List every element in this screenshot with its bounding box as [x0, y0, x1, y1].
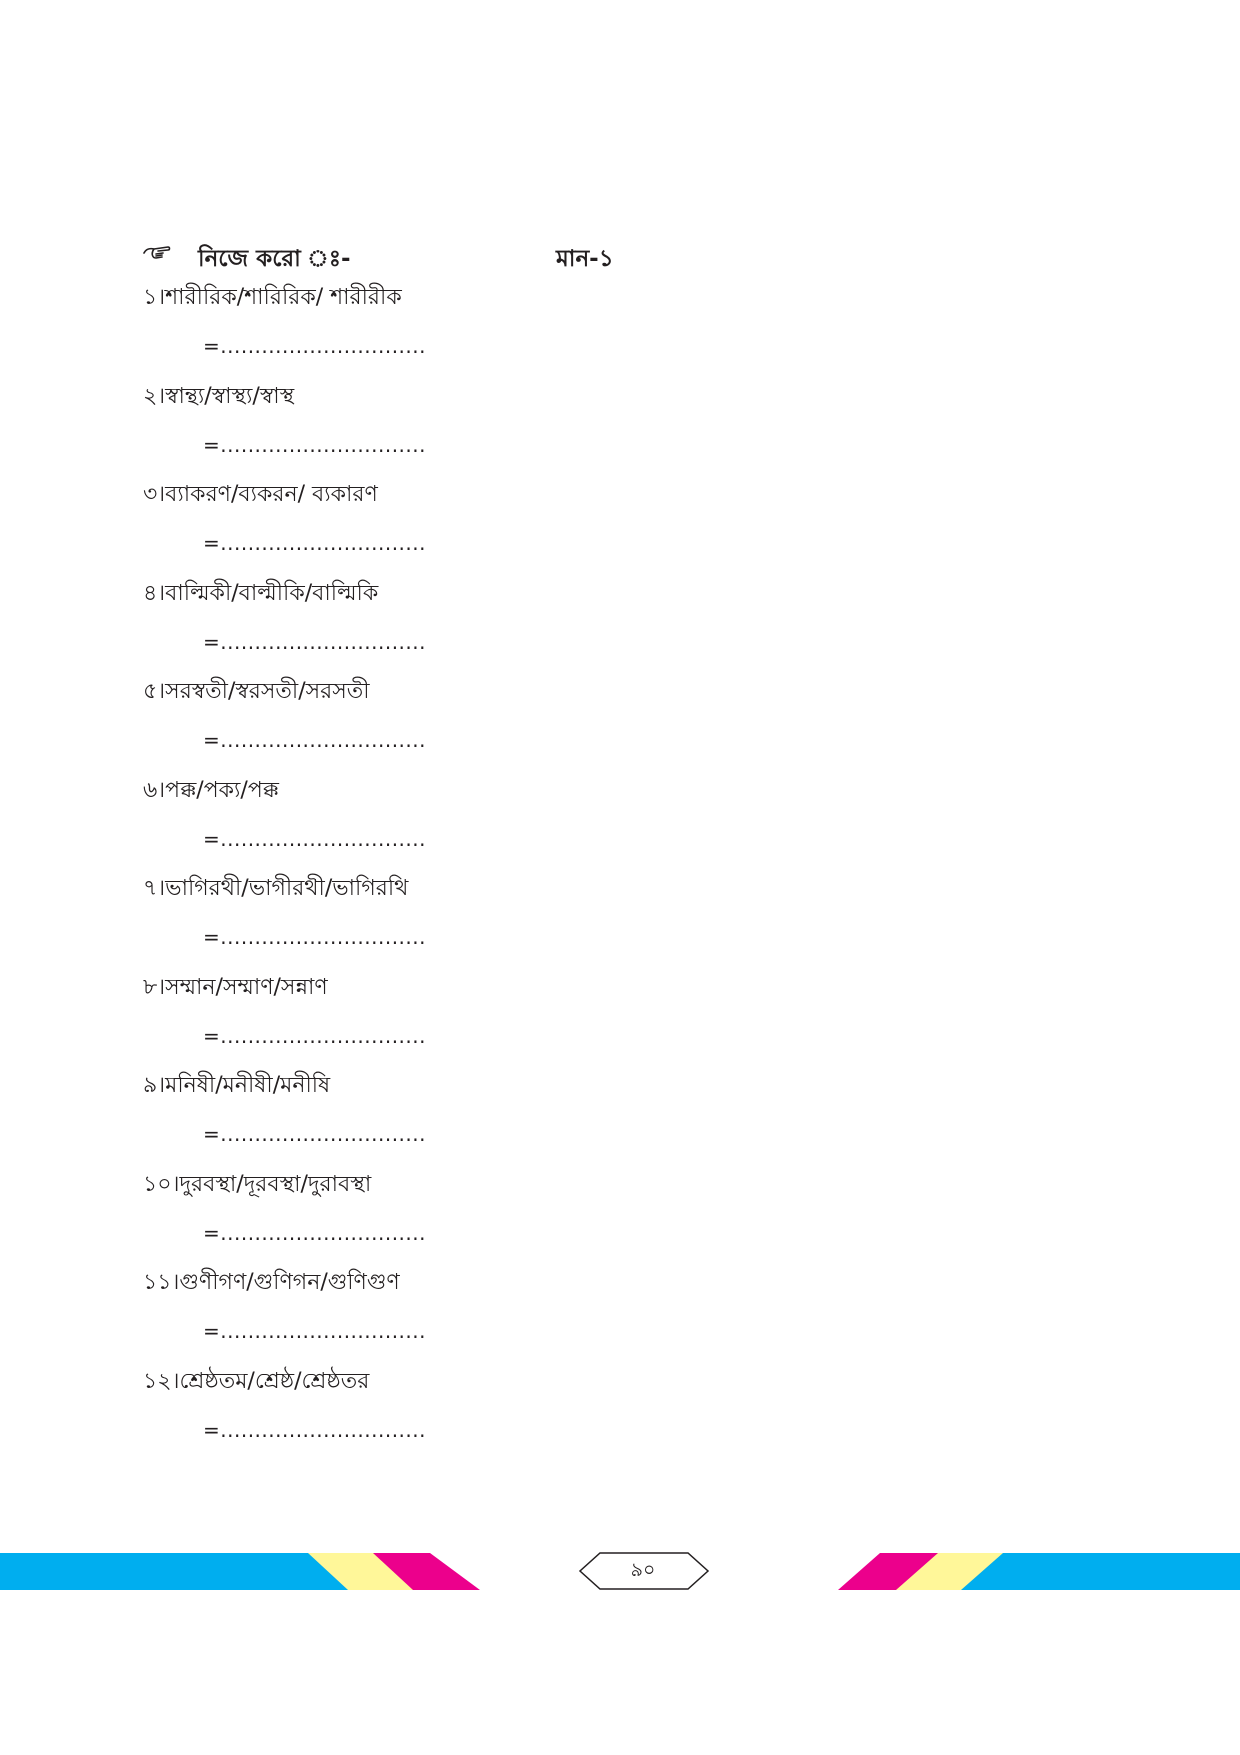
right-cyan-stripe [961, 1553, 1240, 1590]
question-text [143, 677, 370, 707]
question-text [143, 283, 402, 313]
pointing-hand-icon [143, 244, 171, 262]
question-number: ১০। [143, 1171, 180, 1197]
marks-label: মান-১ [556, 246, 614, 272]
question-number: ৫। [143, 679, 166, 704]
question-text [143, 1367, 369, 1397]
question-item [143, 283, 743, 382]
question-text [143, 1268, 400, 1298]
answer-blank[interactable]: =.............................. [203, 1023, 426, 1048]
question-text [143, 579, 378, 609]
answer-blank[interactable]: =.............................. [203, 334, 426, 358]
question-text [143, 1170, 371, 1200]
question-number: ৩। [143, 482, 166, 507]
question-options: ভাগিরথী/ভাগীরথী/ভাগিরথি [165, 876, 409, 901]
question-number: ১২। [143, 1368, 180, 1394]
question-options: দুরবস্থা/দূরবস্থা/দুরাবস্থা [179, 1171, 372, 1197]
left-cyan-stripe [0, 1553, 350, 1590]
question-item [143, 874, 743, 973]
answer-blank[interactable]: =.............................. [203, 728, 426, 752]
question-item [143, 776, 743, 875]
answer-blank[interactable]: =.............................. [203, 629, 426, 654]
question-options: সম্মান/সম্মাণ/সন্নাণ [165, 974, 328, 1000]
question-item [143, 1071, 743, 1170]
question-number: ৮। [143, 974, 166, 1000]
question-options: শ্রেষ্ঠতম/শ্রেষ্ঠ/শ্রেষ্ঠতর [179, 1368, 370, 1394]
question-text [143, 382, 294, 412]
question-item [143, 579, 743, 678]
question-number: ৭। [143, 876, 166, 901]
answer-blank[interactable]: =.............................. [203, 1319, 426, 1343]
question-options: ব্যাকরণ/ব্যকরন/ ব্যকারণ [165, 482, 378, 507]
answer-blank[interactable]: =.............................. [203, 1417, 426, 1442]
question-item [143, 973, 743, 1072]
question-text [143, 776, 279, 806]
question-options: পক্ক/পক্য/পক্ক [165, 777, 279, 803]
question-item [143, 1367, 743, 1466]
question-list [143, 283, 743, 1465]
question-text [143, 874, 408, 904]
question-number: ২। [143, 383, 166, 409]
question-number: ৬। [143, 777, 166, 803]
question-options: সরস্বতী/স্বরসতী/সরসতী [165, 679, 370, 704]
question-item [143, 382, 743, 481]
question-item [143, 480, 743, 579]
question-text [143, 1071, 330, 1101]
question-item [143, 677, 743, 776]
answer-blank[interactable]: =.............................. [203, 925, 426, 949]
question-number: ৯। [143, 1073, 166, 1098]
answer-blank[interactable]: =.............................. [203, 531, 426, 555]
question-item [143, 1170, 743, 1269]
question-options: শারীরিক/শারিরিক/ শারীরীক [165, 285, 402, 310]
question-options: বাল্মিকী/বাল্মীকি/বাল্মিকি [165, 580, 379, 606]
exercise-title: নিজে করো ঃ- [198, 246, 351, 272]
page-number: ৯০ [630, 1559, 656, 1581]
question-text [143, 480, 378, 510]
question-options: স্বান্থ্য/স্বাস্থ্য/স্বাস্থ [165, 383, 295, 409]
question-number: ১। [143, 285, 166, 310]
answer-blank[interactable]: =.............................. [203, 1220, 426, 1245]
question-options: মনিষী/মনীষী/মনীষি [165, 1073, 331, 1098]
question-options: গুণীগণ/গুণিগন/গুণিগুণ [179, 1270, 400, 1295]
exercise-header [143, 240, 623, 280]
question-item [143, 1268, 743, 1367]
answer-blank[interactable]: =.............................. [203, 826, 426, 851]
question-number: ৪। [143, 580, 166, 606]
question-text [143, 973, 328, 1003]
answer-blank[interactable]: =.............................. [203, 1122, 426, 1146]
answer-blank[interactable]: =.............................. [203, 432, 426, 457]
question-number: ১১। [143, 1270, 180, 1295]
